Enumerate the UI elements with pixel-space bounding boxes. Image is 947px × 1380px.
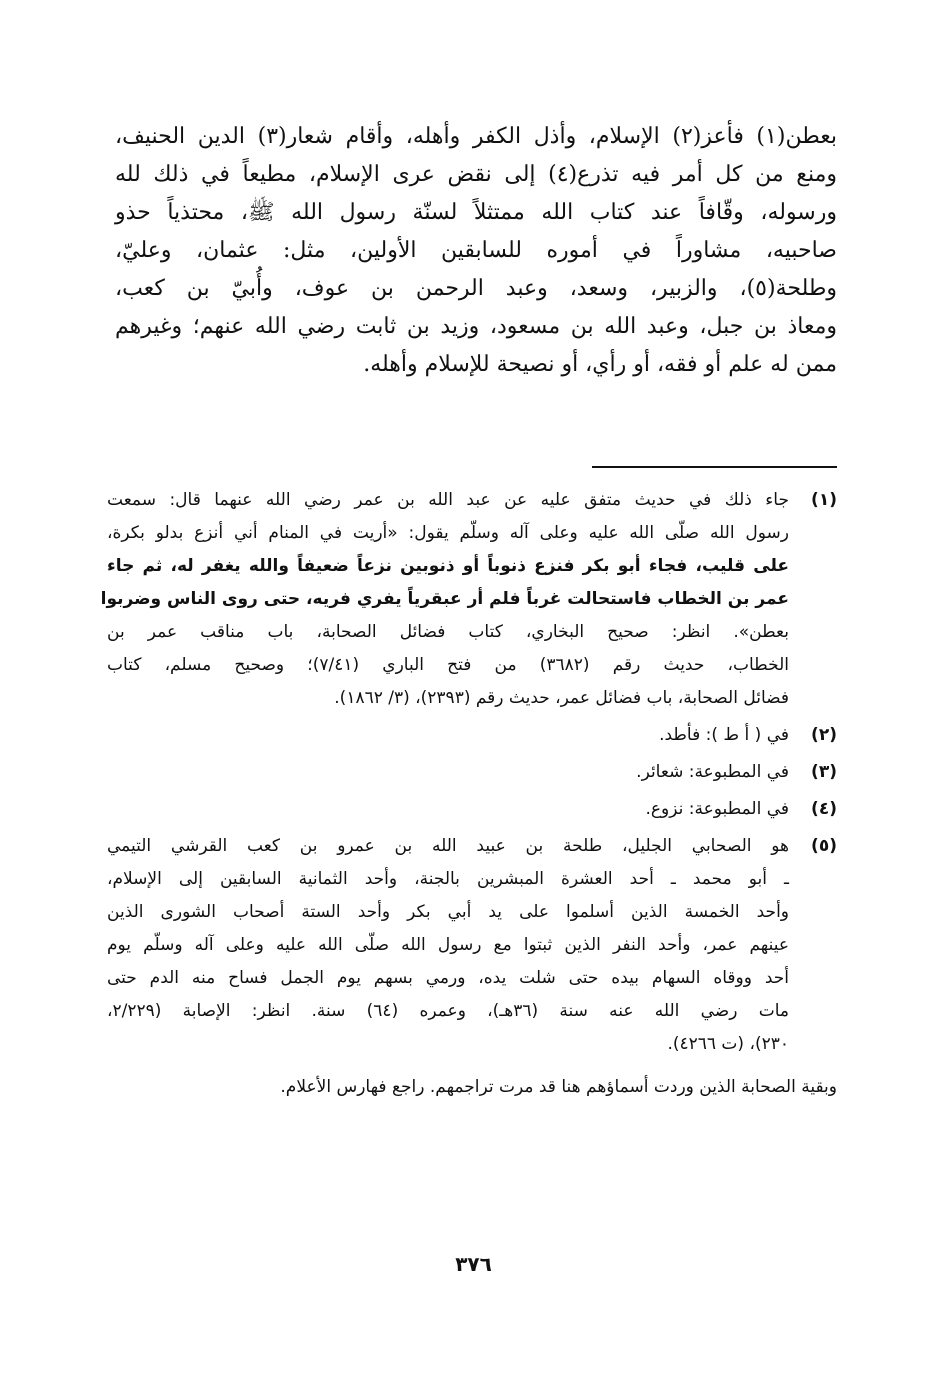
footnote-line: في المطبوعة: شعائر. [636, 762, 789, 782]
footnote-line: في المطبوعة: نزوع. [645, 799, 789, 819]
footnote-line: عمر بن الخطاب فاستحالت غرباً فلم أر عبقرياً يفري فريه، حتى روى الناس وضربوا [100, 589, 789, 609]
footnote-3 [107, 756, 837, 789]
footnote-line: فضائل الصحابة، باب فضائل عمر، حديث رقم (٢٣٩٣)، (٣/ ١٨٦٢). [334, 688, 789, 708]
footnote-body [107, 830, 789, 1061]
footnote-body [107, 756, 789, 789]
footnote-number: (٢) [811, 725, 837, 745]
footnote-line: رسول الله صلّى الله عليه وعلى آله وسلّم يقول: «أريت في المنام أني أنزع بدلو بكرة، [107, 523, 789, 543]
footnotes-section [100, 484, 837, 1104]
footnote-line: جاء ذلك في حديث متفق عليه عن عبد الله بن عمر رضي الله عنهما قال: سمعت [107, 490, 789, 510]
footnote-line: عينهم عمر، وأحد النفر الذين ثبتوا مع رسول الله صلّى الله عليه وعلى آله وسلّم يوم [107, 935, 789, 955]
closing-note: وبقية الصحابة الذين وردت أسماؤهم هنا قد مرت تراجمهم. راجع فهارس الأعلام. [280, 1077, 837, 1097]
footnote-4 [107, 793, 837, 826]
footnote-line: ٢٣٠)، (ت ٤٢٦٦). [667, 1034, 789, 1054]
footnote-body [107, 793, 789, 826]
footnote-line: هو الصحابي الجليل، طلحة بن عبيد الله بن عمرو بن كعب القرشي التيمي [107, 836, 789, 856]
footnote-1 [100, 484, 837, 715]
main-text-line: ومنع من كل أمر فيه تذرع(٤) إلى نقض عرى الإسلام، مطيعاً في ذلك لله [115, 162, 837, 187]
footnote-line: الخطاب، حديث رقم (٣٦٨٢) من فتح الباري (٧/٤١)؛ وصحيح مسلم، كتاب [107, 655, 790, 675]
footnote-2 [107, 719, 837, 752]
footnote-line: وأحد الخمسة الذين أسلموا على يد أبي بكر وأحد الستة أصحاب الشورى الذين [107, 902, 789, 922]
main-text-line: بعطن(١) فأعز(٢) الإسلام، وأذل الكفر وأهله، وأقام شعار(٣) الدين الحنيف، [115, 124, 837, 149]
footnote-line: ـ أبو محمد ـ أحد العشرة المبشرين بالجنة، وأحد الثمانية السابقين إلى الإسلام، [107, 869, 789, 889]
footnote-number: (٤) [811, 799, 837, 819]
main-text-line: ومعاذ بن جبل، وعبد الله بن مسعود، وزيد بن ثابت رضي الله عنهم؛ وغيرهم [115, 314, 837, 339]
footnote-line: بعطن». انظر: صحيح البخاري، كتاب فضائل الصحابة، باب مناقب عمر بن [107, 622, 789, 642]
footnote-body [100, 484, 790, 715]
main-text-line: ممن له علم أو فقه، أو رأي، أو نصيحة للإسلام وأهله. [363, 352, 837, 377]
footnote-number: (١) [811, 490, 837, 510]
footnote-number: (٥) [811, 836, 837, 856]
footnote-line: في ( أ ط ): فأطد. [659, 725, 789, 745]
footnote-body [107, 719, 789, 752]
footnote-number: (٣) [811, 762, 837, 782]
footnote-5 [107, 830, 837, 1061]
footnote-line: على قليب، فجاء أبو بكر فنزع ذنوباً أو ذنوبين نزعاً ضعيفاً والله يغفر له، ثم جاء [107, 556, 789, 576]
main-text-line: صاحبيه، مشاوراً في أموره للسابقين الأولين، مثل: عثمان، وعليّ، [115, 238, 837, 263]
footnote-line: مات رضي الله عنه سنة (٣٦هـ)، وعمره (٦٤) سنة. انظر: الإصابة (٢/٢٢٩، [107, 1001, 789, 1021]
main-text-line: وطلحة(٥)، والزبير، وسعد، وعبد الرحمن بن عوف، وأُبيّ بن كعب، [115, 276, 837, 301]
footnote-separator [592, 466, 837, 468]
page-number: ٣٧٦ [455, 1252, 492, 1276]
footnote-line: أحد ووقاه السهام بيده حتى شلت يده، ورمي بسهم يوم الجمل فساح منه الدم حتى [107, 968, 789, 988]
main-text-block [115, 118, 837, 384]
main-text-line: ورسوله، وقّافاً عند كتاب الله ممتثلاً لسنّة رسول الله ﷺ، محتذياً حذو [115, 200, 837, 225]
